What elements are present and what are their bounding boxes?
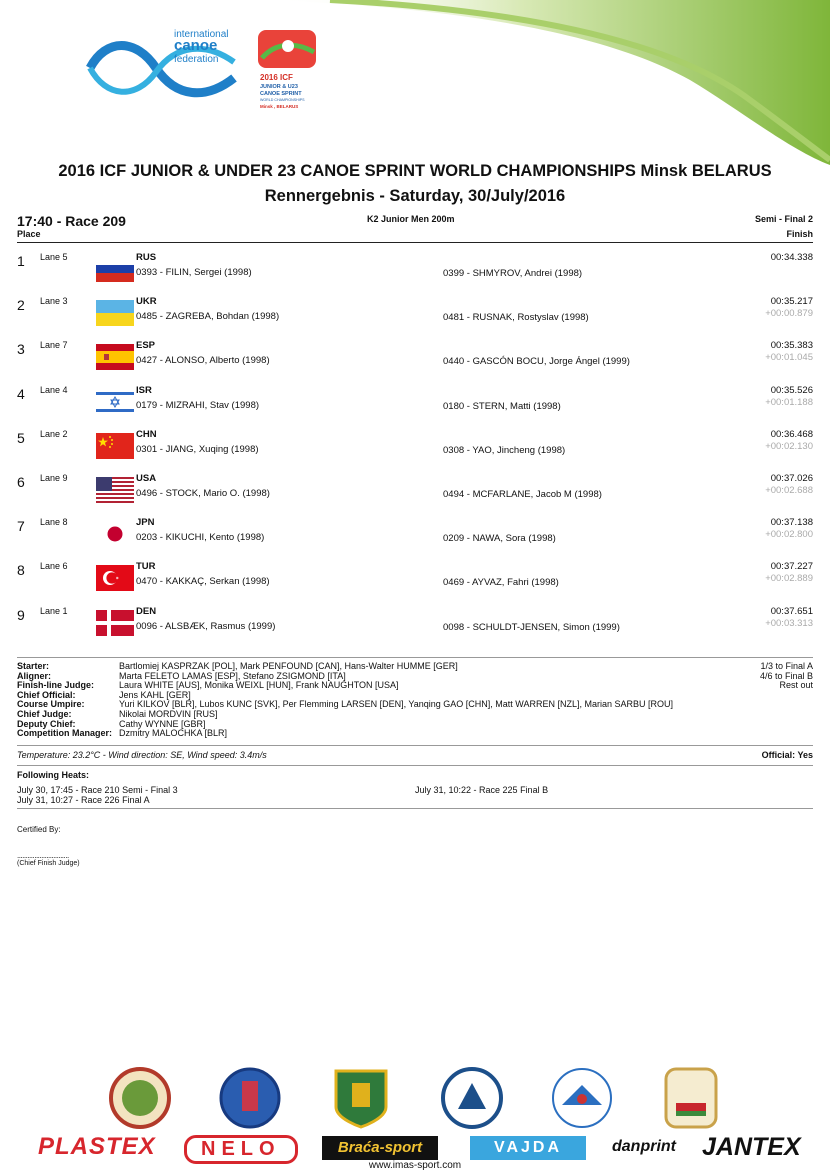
sponsor-braca-sport: Braća-sport <box>322 1136 438 1160</box>
emblem-2-icon <box>221 1069 279 1127</box>
result-time-diff: +00:02.130 <box>765 440 813 452</box>
event-logo-line-3: CANOE SPRINT <box>260 91 302 97</box>
result-place: 8 <box>17 562 25 579</box>
icf-logo-line-1: international <box>174 29 229 40</box>
result-nation: UKR <box>136 296 157 308</box>
official-value: Bartlomiej KASPRZAK [POL], Mark PENFOUND [CAN], Hans-Walter HUMME [GER] <box>119 661 458 671</box>
official-label: Chief Judge: <box>17 708 72 719</box>
result-athlete-1: 0485 - ZAGREBA, Bohdan (1998) <box>136 311 280 323</box>
result-row <box>0 473 830 517</box>
result-row <box>0 429 830 473</box>
emblem-5-icon <box>553 1069 611 1127</box>
result-time-diff: +00:00.879 <box>765 308 813 320</box>
rus-flag-icon <box>96 256 134 282</box>
official-row-chief-judge <box>17 710 673 720</box>
official-value: Laura WHITE [AUS], Monika WEIXL [HUN], Frank NAUGHTON [USA] <box>119 680 399 691</box>
result-time-diff: +00:02.688 <box>765 485 813 496</box>
official-row-deputy-chief <box>17 720 673 730</box>
result-athlete-1: 0179 - MIZRAHI, Stav (1998) <box>136 399 260 411</box>
event-logo-line-5: Minsk , BELARUS <box>260 104 299 109</box>
result-lane: Lane 4 <box>40 384 68 395</box>
result-athlete-2: 0399 - SHMYROV, Andrei (1998) <box>443 268 583 279</box>
result-time-diff: +00:03.313 <box>765 617 813 629</box>
event-logo-line-4: WORLD CHAMPIONSHIPS <box>260 98 305 102</box>
result-athlete-2: 0180 - STERN, Matti (1998) <box>443 400 561 412</box>
result-row <box>0 517 830 561</box>
result-athlete-2: 0469 - AYVAZ, Fahri (1998) <box>443 577 559 589</box>
official-value: Nikolai MORDVIN [RUS] <box>119 708 218 719</box>
result-time: 00:37.138 <box>770 517 813 529</box>
following-heats-title: Following Heats: <box>17 770 89 780</box>
usa-flag-icon <box>96 477 134 503</box>
result-lane: Lane 6 <box>40 561 68 572</box>
official-label: Competition Manager: <box>17 728 113 739</box>
result-time: 00:37.026 <box>770 473 813 484</box>
event-logo-line-2: JUNIOR & U23 <box>260 84 298 90</box>
progression-line: Rest out <box>779 680 813 691</box>
weather-info: Temperature: 23.2°C - Wind direction: SE, Wind speed: 3.4m/s <box>17 750 267 760</box>
result-nation: DEN <box>136 605 157 617</box>
finish-column-header: Finish <box>786 229 813 239</box>
result-row <box>0 340 830 384</box>
sponsor-jantex: JANTEX <box>702 1133 801 1161</box>
document-title: 2016 ICF JUNIOR & UNDER 23 CANOE SPRINT WORLD CHAMPIONSHIPS Minsk BELARUS <box>58 162 772 180</box>
chn-flag-icon <box>96 433 134 459</box>
officials-list <box>17 662 673 739</box>
sponsor-danprint: danprint <box>612 1138 676 1155</box>
result-place: 3 <box>17 341 25 358</box>
result-lane: Lane 1 <box>40 605 68 616</box>
header-swoosh <box>270 0 830 170</box>
place-column-header: Place <box>17 229 41 239</box>
result-time: 00:35.217 <box>770 296 813 308</box>
result-athlete-1: 0470 - KAKKAÇ, Serkan (1998) <box>136 576 270 588</box>
header-divider <box>17 242 813 243</box>
official-value: Yuri KILKOV [BLR], Lubos KUNC [SVK], Per Flemming LARSEN [DEN], Yanqing GAO [CHN], Matt WARREN [NZL], Marian SARBU [ROU] <box>119 699 673 710</box>
sponsor-vajda: VAJDA <box>470 1136 586 1160</box>
jpn-flag-icon <box>96 521 134 547</box>
icf-logo <box>86 28 238 114</box>
official-status: Official: Yes <box>761 750 813 760</box>
result-athlete-2: 0308 - YAO, Jincheng (1998) <box>443 444 566 456</box>
result-athlete-1: 0496 - STOCK, Mario O. (1998) <box>136 488 270 499</box>
result-athlete-1: 0301 - JIANG, Xuqing (1998) <box>136 443 259 455</box>
sponsor-plastex: PLASTEX <box>38 1133 156 1160</box>
den-flag-icon <box>96 610 134 636</box>
officials-divider <box>17 745 813 746</box>
ukr-flag-icon <box>96 300 134 326</box>
result-lane: Lane 7 <box>40 340 68 351</box>
result-athlete-1: 0203 - KIKUCHI, Kento (1998) <box>136 532 265 544</box>
result-row <box>0 606 830 650</box>
result-athlete-1: 0096 - ALSBÆK, Rasmus (1999) <box>136 620 276 632</box>
emblem-1-icon <box>111 1069 169 1127</box>
esp-flag-icon <box>96 344 134 370</box>
weather-divider <box>17 765 813 766</box>
emblem-3-icon <box>336 1071 386 1127</box>
following-heat-item: July 31, 10:22 - Race 225 Final B <box>415 785 549 795</box>
official-label: Finish-line Judge: <box>17 680 95 691</box>
official-label: Aligner: <box>17 670 52 681</box>
progression-line: 1/3 to Final A <box>760 661 813 671</box>
official-label: Course Umpire: <box>17 699 85 710</box>
result-place: 4 <box>17 385 25 402</box>
progression-rules <box>760 662 813 691</box>
result-lane: Lane 9 <box>40 473 68 483</box>
result-athlete-2: 0494 - MCFARLANE, Jacob M (1998) <box>443 489 602 500</box>
sponsor-url: www.imas-sport.com <box>368 1160 462 1171</box>
official-value: Marta FELETO LAMAS [ESP], Stefano ZSIGMOND [ITA] <box>119 670 346 681</box>
result-time: 00:35.383 <box>770 340 813 352</box>
official-row-finish-judge <box>17 681 673 691</box>
result-athlete-1: 0427 - ALONSO, Alberto (1998) <box>136 355 270 367</box>
emblem-6-icon <box>666 1069 716 1127</box>
official-label: Deputy Chief: <box>17 718 76 729</box>
official-value: Dzmitry MALOCHKA [BLR] <box>119 728 228 739</box>
result-lane: Lane 8 <box>40 517 68 528</box>
following-heat-item: July 30, 17:45 - Race 210 Semi - Final 3 <box>17 785 178 795</box>
tur-flag-icon <box>96 565 134 591</box>
result-lane: Lane 2 <box>40 428 68 439</box>
result-row <box>0 296 830 340</box>
result-time: 00:34.338 <box>770 252 813 263</box>
result-nation: JPN <box>136 517 155 529</box>
sponsor-emblems <box>100 1065 730 1131</box>
following-heat-item: July 31, 10:27 - Race 226 Final A <box>17 795 150 805</box>
emblem-4-icon <box>443 1069 501 1127</box>
result-time: 00:37.227 <box>770 561 813 573</box>
result-row <box>0 252 830 296</box>
event-logo <box>256 28 320 116</box>
result-athlete-2: 0481 - RUSNAK, Rostyslav (1998) <box>443 312 589 324</box>
result-time: 00:35.526 <box>770 384 813 396</box>
document-subtitle: Rennergebnis - Saturday, 30/July/2016 <box>264 187 566 205</box>
result-place: 9 <box>17 606 25 623</box>
official-row-competition-manager <box>17 729 673 739</box>
race-event: K2 Junior Men 200m <box>367 214 455 224</box>
heats-divider <box>17 808 813 809</box>
certified-by-label: Certified By: <box>17 825 61 834</box>
sponsor-nelo: NELO <box>184 1135 298 1164</box>
results-divider <box>17 657 813 658</box>
progression-line: 4/6 to Final B <box>759 670 813 681</box>
result-athlete-2: 0440 - GASCÓN BOCU, Jorge Ángel (1999) <box>443 356 630 368</box>
isr-flag-icon <box>96 389 134 415</box>
event-logo-line-1: 2016 ICF <box>260 73 293 82</box>
result-place: 1 <box>17 253 25 269</box>
result-time-diff: +00:01.045 <box>765 352 813 364</box>
result-time-diff: +00:02.800 <box>765 529 813 541</box>
result-time: 00:37.651 <box>770 605 813 617</box>
official-value: Cathy WYNNE [GBR] <box>119 718 206 729</box>
result-athlete-2: 0209 - NAWA, Sora (1998) <box>443 533 556 545</box>
result-nation: USA <box>136 473 157 484</box>
result-place: 2 <box>17 297 25 314</box>
icf-logo-line-2: canoe <box>174 37 218 54</box>
official-label: Starter: <box>17 661 50 671</box>
signature-line: .............................. <box>17 851 69 860</box>
result-row <box>0 561 830 605</box>
result-time-diff: +00:01.188 <box>765 396 813 408</box>
result-place: 7 <box>17 518 25 535</box>
icf-logo-line-3: federation <box>174 54 219 65</box>
result-place: 6 <box>17 474 25 490</box>
official-value: Jens KAHL [GER] <box>119 689 191 700</box>
result-nation: RUS <box>136 252 157 263</box>
result-nation: TUR <box>136 561 156 573</box>
result-lane: Lane 5 <box>40 252 68 262</box>
result-time-diff: +00:02.889 <box>765 573 813 585</box>
result-time: 00:36.468 <box>770 428 813 440</box>
result-nation: ESP <box>136 340 156 352</box>
race-phase: Semi - Final 2 <box>754 214 813 224</box>
official-label: Chief Official: <box>17 689 76 700</box>
result-place: 5 <box>17 429 25 446</box>
result-nation: CHN <box>136 428 157 440</box>
result-row <box>0 385 830 429</box>
official-row-course-umpire <box>17 700 673 710</box>
result-athlete-2: 0098 - SCHULDT-JENSEN, Simon (1999) <box>443 621 620 633</box>
result-nation: ISR <box>136 384 152 396</box>
race-time-number: 17:40 - Race 209 <box>17 213 126 229</box>
result-lane: Lane 3 <box>40 296 68 307</box>
result-athlete-1: 0393 - FILIN, Sergei (1998) <box>136 267 252 278</box>
chief-finish-judge-label: (Chief Finish Judge) <box>17 860 80 867</box>
